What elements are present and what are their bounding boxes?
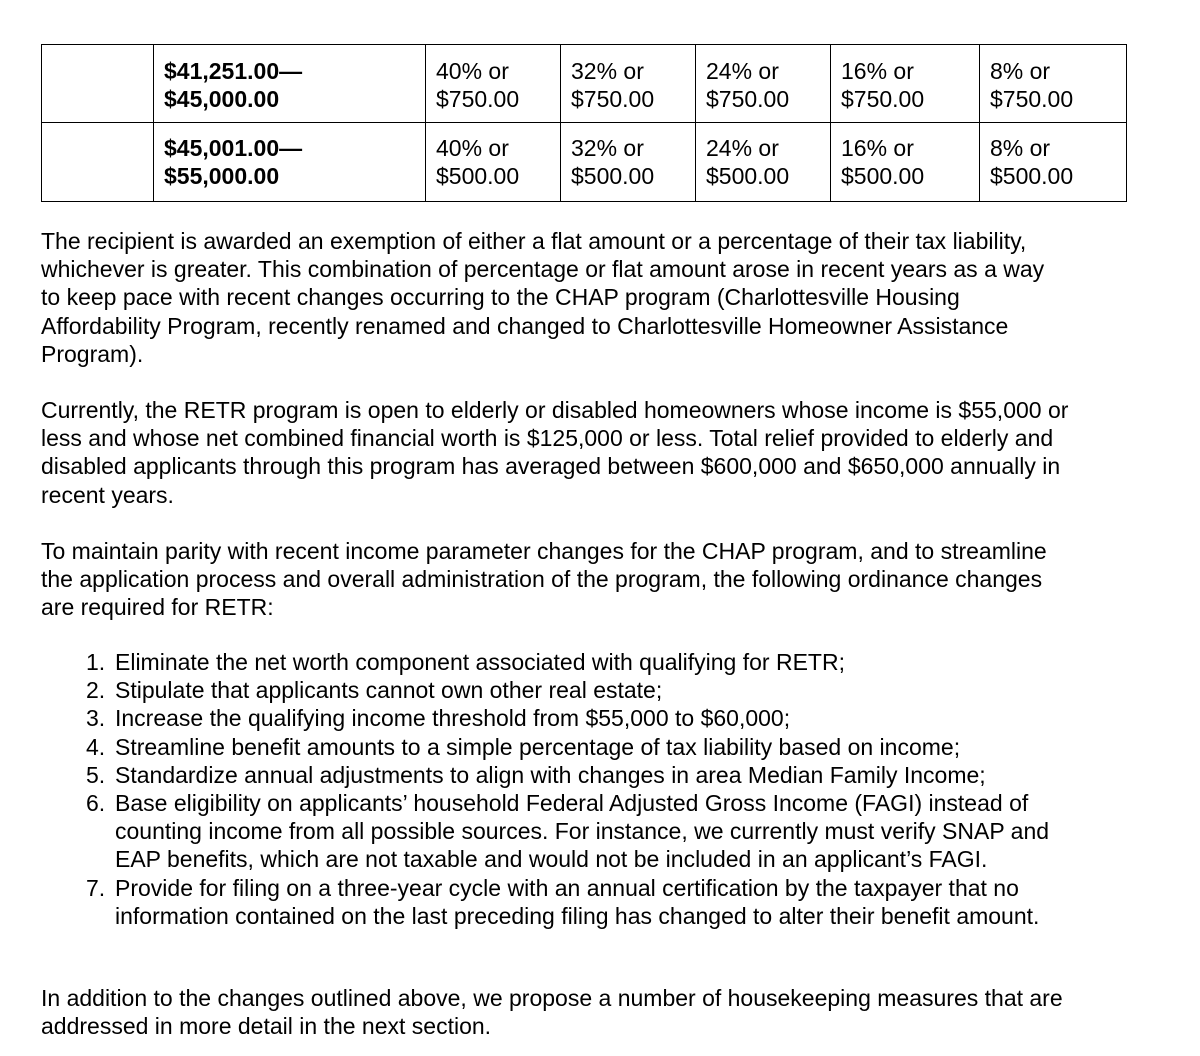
ordinance-changes-list	[78, 648, 1168, 930]
benefit-cell: 16% or $500.00	[831, 123, 980, 202]
benefit-cell: 32% or $500.00	[561, 123, 696, 202]
list-item: 6. Base eligibility on applicants’ household Federal Adjusted Gross Income (FAGI) instead of counting income from all possible sources. For instance, we currently must verify SNAP and EAP benefits, which are not taxable and would not be included in an applicant’s FAGI.	[86, 790, 1050, 873]
list-item: 3. Increase the qualifying income threshold from $55,000 to $60,000;	[86, 705, 791, 732]
paragraph-current-program: Currently, the RETR program is open to elderly or disabled homeowners whose income is $55,000 or less and whose net combined financial worth is $125,000 or less. Total relief provided to elderly and disabled applicants through this program has averaged between $600,000 and $650,000 annually in recent years.	[41, 397, 1069, 508]
list-item: 1. Eliminate the net worth component associated with qualifying for RETR;	[86, 649, 845, 675]
table-row	[42, 45, 1127, 123]
list-item: 5. Standardize annual adjustments to align with changes in area Median Family Income;	[86, 761, 986, 788]
benefit-cell: 24% or $750.00	[696, 45, 831, 123]
blank-cell	[42, 123, 154, 202]
benefit-cell: 8% or $750.00	[980, 45, 1127, 123]
income-range-cell: $45,001.00— $55,000.00	[154, 123, 426, 202]
blank-cell	[42, 45, 154, 123]
benefit-cell: 32% or $750.00	[561, 45, 696, 123]
income-range-cell: $41,251.00— $45,000.00	[154, 45, 426, 123]
list-item: 7. Provide for filing on a three-year cycle with an annual certification by the taxpayer that no information contained on the last preceding filing has changed to alter their benefit amount.	[86, 874, 1040, 929]
list-item: 4. Streamline benefit amounts to a simple percentage of tax liability based on income;	[86, 733, 961, 760]
benefit-cell: 24% or $500.00	[696, 123, 831, 202]
table-row	[42, 123, 1127, 202]
paragraph-exemption: The recipient is awarded an exemption of either a flat amount or a percentage of their tax liability, whichever is greater. This combination of percentage or flat amount arose in recent years as a way to keep pace with recent changes occurring to the CHAP program (Charlottesville Housing Affordability Program, recently renamed and changed to Charlottesville Homeowner Assistance Program).	[41, 228, 1045, 367]
benefit-cell: 8% or $500.00	[980, 123, 1127, 202]
list-item: 2. Stipulate that applicants cannot own other real estate;	[86, 677, 663, 704]
paragraph-closing: In addition to the changes outlined above, we propose a number of housekeeping measures that are addressed in more detail in the next section.	[41, 985, 1063, 1040]
benefit-cell: 40% or $750.00	[426, 45, 561, 123]
benefit-table	[41, 44, 1127, 202]
benefit-cell: 40% or $500.00	[426, 123, 561, 202]
benefit-cell: 16% or $750.00	[831, 45, 980, 123]
paragraph-parity: To maintain parity with recent income parameter changes for the CHAP program, and to streamline the application process and overall administration of the program, the following ordinance changes are required for RETR:	[41, 538, 1047, 621]
